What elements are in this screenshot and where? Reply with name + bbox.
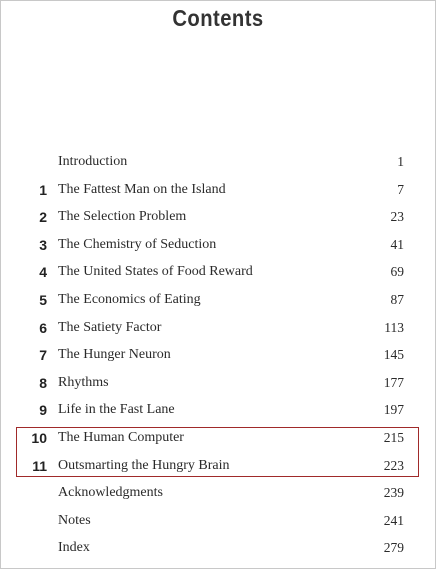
chapter-number: 9 [39,402,47,419]
chapter-number: 11 [32,457,47,474]
chapter-title: The Chemistry of Seduction [58,236,217,252]
toc-row [1,453,435,481]
page-number: 113 [384,319,404,335]
chapter-title: Rhythms [58,374,109,390]
toc-row [1,535,435,563]
chapter-number: 8 [39,374,47,391]
chapter-number: 4 [39,264,47,281]
toc-row [1,204,435,232]
page-number: 239 [383,485,404,501]
chapter-title: The Human Computer [58,429,184,445]
toc-row [1,149,435,177]
table-of-contents [1,149,435,563]
chapter-number: 6 [39,319,47,336]
toc-row [1,342,435,370]
page-number: 69 [390,264,404,280]
chapter-title: Notes [58,512,91,528]
chapter-number: 1 [39,181,47,198]
toc-row [1,315,435,343]
chapter-title: Introduction [58,154,128,169]
chapter-title: The Hunger Neuron [58,347,171,363]
chapter-title: The Fattest Man on the Island [58,181,226,197]
page-number: 23 [390,209,404,225]
toc-row [1,425,435,453]
page-number: 197 [383,402,404,418]
chapter-number: 10 [31,429,47,446]
chapter-title: The United States of Food Reward [58,264,253,280]
chapter-title: The Satiety Factor [58,319,162,335]
toc-row [1,397,435,425]
chapter-number: 5 [39,291,47,308]
chapter-number: 3 [39,236,47,253]
chapter-title: Index [58,540,90,556]
page-number: 223 [383,457,404,473]
chapter-title: Acknowledgments [58,485,163,501]
page-number: 7 [397,181,404,197]
toc-row [1,370,435,398]
chapter-number: 2 [39,209,47,226]
chapter-title: Life in the Fast Lane [58,402,175,418]
page-title: Contents [172,5,264,31]
toc-row [1,259,435,287]
page-number: 87 [390,291,404,307]
toc-row [1,232,435,260]
chapter-number: 7 [39,347,47,364]
chapter-title: Outsmarting the Hungry Brain [58,457,230,473]
toc-row [1,287,435,315]
chapter-title: The Economics of Eating [58,291,201,307]
page-number: 145 [383,347,404,363]
page-number: 279 [383,540,404,556]
page-number: 215 [383,429,404,445]
page-number: 177 [383,374,404,390]
toc-row [1,508,435,536]
toc-row [1,480,435,508]
page-number: 1 [397,154,404,169]
page-number: 41 [390,236,404,252]
toc-row [1,177,435,205]
page-number: 241 [383,512,404,528]
chapter-title: The Selection Problem [58,209,187,225]
